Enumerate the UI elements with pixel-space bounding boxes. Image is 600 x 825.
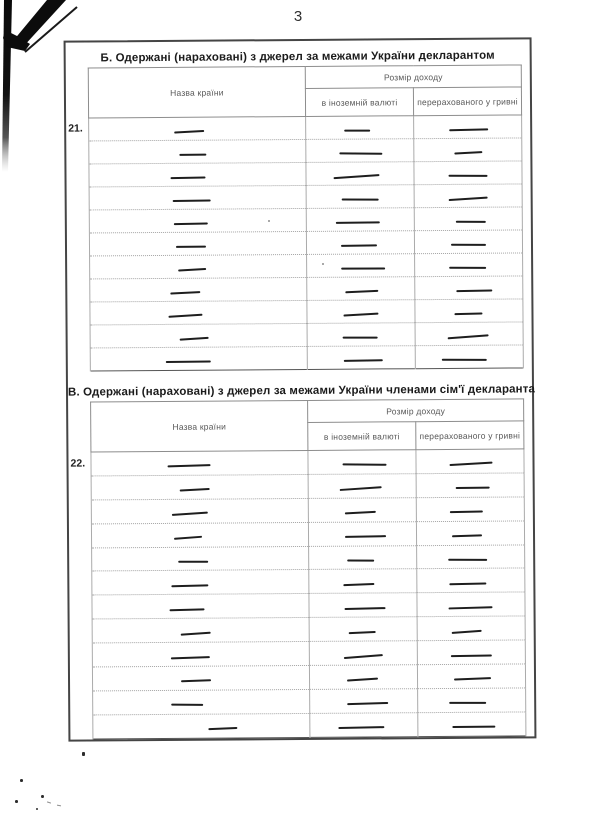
table-cell [414, 184, 522, 208]
handwritten-dash [339, 152, 382, 154]
handwritten-dash [169, 608, 204, 611]
handwritten-dash [349, 631, 376, 634]
handwritten-dash [449, 128, 488, 131]
handwritten-dash [181, 680, 211, 683]
column-header-income-size: Розмір доходу [305, 65, 521, 89]
table-cell [416, 521, 524, 546]
handwritten-dash [347, 702, 388, 705]
table-cell [415, 276, 523, 300]
table-cell [416, 449, 524, 474]
table-row [90, 276, 523, 302]
column-header-hryvnia: перерахованого у гривні [416, 421, 524, 450]
table-cell [417, 664, 525, 689]
handwritten-dash [456, 289, 492, 292]
table-cell [91, 474, 308, 499]
table-row [92, 664, 525, 691]
scan-speckle [268, 220, 270, 222]
table-row [92, 568, 525, 595]
table-cell [307, 323, 415, 347]
handwritten-dash [343, 583, 374, 586]
handwritten-dash [341, 267, 385, 269]
scan-speckle [15, 800, 18, 803]
table-body-family [91, 449, 526, 739]
handwritten-dash [174, 222, 208, 225]
table-row [93, 712, 526, 739]
handwritten-dash [451, 629, 481, 633]
table-row [92, 544, 525, 571]
table-row [91, 497, 524, 524]
table-row [89, 207, 522, 233]
table-row [89, 184, 522, 210]
table-row [92, 592, 525, 619]
handwritten-dash [448, 334, 489, 339]
handwritten-dash [338, 726, 384, 729]
table-cell [89, 162, 306, 187]
table-row [89, 115, 522, 141]
handwritten-dash [454, 678, 491, 681]
table-cell [309, 617, 417, 642]
handwritten-dash [450, 511, 483, 514]
table-cell [92, 546, 309, 571]
handwritten-dash [345, 290, 378, 294]
item-number-22: 22. [70, 457, 86, 470]
handwritten-dash [449, 175, 488, 177]
handwritten-dash [170, 176, 205, 179]
handwritten-dash [342, 464, 386, 466]
table-cell [307, 254, 415, 278]
table-cell [92, 665, 309, 690]
handwritten-dash [333, 174, 379, 179]
table-cell [89, 139, 306, 164]
table-cell [91, 522, 308, 547]
scan-speckle [20, 779, 23, 782]
table-cell [309, 641, 417, 666]
table-cell [308, 474, 416, 499]
handwritten-dash [345, 511, 376, 515]
handwritten-dash [208, 727, 237, 730]
table-row [89, 230, 522, 256]
table-cell [306, 231, 414, 255]
handwritten-dash [442, 359, 487, 361]
table-cell [414, 207, 522, 231]
table-cell [309, 665, 417, 690]
table-row [90, 253, 523, 279]
table-cell [92, 618, 309, 643]
handwritten-dash [449, 267, 486, 269]
scan-speckle [47, 801, 51, 803]
table-cell [309, 593, 417, 618]
table-cell [415, 299, 523, 323]
column-header-country: Назва країни [88, 66, 305, 118]
handwritten-dash [454, 151, 482, 154]
table-cell [91, 450, 308, 475]
table-cell [308, 521, 416, 546]
handwritten-dash [178, 561, 208, 563]
table-row [91, 473, 524, 500]
table-cell [309, 545, 417, 570]
table-cell [417, 640, 525, 665]
handwritten-dash [178, 268, 206, 272]
table-cell [92, 594, 309, 619]
table-cell [414, 115, 522, 139]
handwritten-dash [455, 221, 485, 223]
handwritten-dash [174, 536, 202, 540]
handwritten-dash [449, 702, 486, 704]
table-cell [310, 689, 418, 714]
table-cell [417, 616, 525, 641]
table-cell [308, 497, 416, 522]
column-header-hryvnia: перерахованого у гривні [413, 87, 521, 116]
scan-speckle [41, 795, 44, 798]
table-cell [93, 689, 310, 714]
handwritten-dash [345, 535, 386, 538]
table-cell [306, 185, 414, 209]
handwritten-dash [347, 559, 374, 561]
handwritten-dash [173, 199, 211, 202]
table-row [92, 640, 525, 667]
table-cell [92, 642, 309, 667]
handwritten-dash [449, 197, 488, 202]
column-header-income-size: Розмір доходу [308, 399, 524, 423]
table-cell [415, 345, 523, 369]
table-cell [309, 569, 417, 594]
table-cell [307, 300, 415, 324]
handwritten-dash [170, 656, 209, 659]
table-cell [418, 688, 526, 713]
column-header-country: Назва країни [91, 400, 308, 452]
table-cell [307, 277, 415, 301]
table-cell [417, 544, 525, 569]
table-cell [306, 139, 414, 163]
handwritten-dash [448, 606, 492, 609]
handwritten-dash [172, 512, 208, 516]
section-b-title: Б. Одержані (нараховані) з джерел за межами України декларантом [100, 49, 495, 65]
handwritten-dash [344, 130, 370, 132]
table-cell [93, 713, 310, 738]
table-row [93, 688, 526, 715]
handwritten-dash [339, 486, 381, 491]
item-number-21: 21. [68, 122, 83, 135]
table-cell [418, 712, 526, 737]
income-table-declarant [88, 64, 524, 371]
table-cell [307, 346, 415, 370]
handwritten-dash [170, 291, 200, 295]
table-cell [89, 231, 306, 256]
table-cell [414, 138, 522, 162]
table-cell [417, 568, 525, 593]
handwritten-dash [448, 559, 487, 561]
table-cell [90, 323, 307, 348]
handwritten-dash [449, 582, 486, 585]
form-frame [64, 37, 537, 741]
handwritten-dash [179, 337, 208, 341]
table-body-declarant [89, 115, 524, 371]
table-row [90, 345, 523, 371]
table-cell [90, 254, 307, 279]
scan-speckle [57, 805, 61, 807]
handwritten-dash [451, 244, 486, 246]
table-row [89, 161, 522, 187]
handwritten-dash [180, 488, 210, 492]
page-number: 3 [293, 8, 303, 25]
table-row [91, 521, 524, 548]
handwritten-dash [344, 359, 383, 362]
handwritten-dash [452, 726, 495, 728]
column-header-foreign-currency: в іноземній валюті [305, 88, 413, 117]
table-cell [89, 116, 306, 141]
section-v-title: В. Одержані (нараховані) з джерел за межами України членами сім'ї декларанта [67, 383, 536, 399]
table-cell [90, 300, 307, 325]
table-row [89, 138, 522, 164]
table-row [90, 299, 523, 325]
table-cell [90, 277, 307, 302]
table-cell [306, 162, 414, 186]
handwritten-dash [168, 314, 202, 318]
table-cell [91, 498, 308, 523]
handwritten-dash [335, 221, 379, 224]
handwritten-dash [345, 607, 386, 610]
handwritten-dash [179, 154, 206, 156]
table-cell [90, 346, 307, 371]
table-cell [417, 592, 525, 617]
table-row [92, 616, 525, 643]
table-cell [414, 161, 522, 185]
handwritten-dash [343, 313, 378, 317]
table-cell [414, 230, 522, 254]
income-table-family [90, 398, 526, 739]
table-cell [89, 208, 306, 233]
handwritten-dash [454, 312, 482, 315]
column-header-foreign-currency: в іноземній валюті [308, 422, 416, 451]
table-cell [308, 450, 416, 475]
handwritten-dash [343, 337, 378, 339]
table-cell [92, 570, 309, 595]
table-cell [415, 322, 523, 346]
handwritten-dash [165, 361, 210, 363]
handwritten-dash [451, 654, 492, 657]
table-cell [415, 253, 523, 277]
scan-speckle [82, 752, 85, 756]
table-cell [416, 473, 524, 498]
handwritten-dash [452, 534, 482, 537]
handwritten-dash [455, 487, 489, 489]
handwritten-dash [171, 704, 203, 706]
handwritten-dash [176, 246, 206, 248]
table-cell [89, 185, 306, 210]
handwritten-dash [181, 631, 211, 635]
handwritten-dash [340, 244, 376, 247]
table-cell [416, 497, 524, 522]
handwritten-dash [347, 678, 378, 682]
table-row [91, 449, 524, 476]
handwritten-dash [174, 130, 204, 134]
scan-speckle [322, 263, 324, 265]
handwritten-dash [450, 462, 493, 466]
scan-speckle [36, 808, 38, 810]
table-cell [310, 712, 418, 737]
handwritten-dash [344, 654, 383, 659]
table-row [90, 322, 523, 348]
table-cell [306, 116, 414, 140]
handwritten-dash [342, 199, 379, 201]
table-cell [306, 208, 414, 232]
handwritten-dash [171, 584, 208, 587]
handwritten-dash [167, 465, 210, 468]
